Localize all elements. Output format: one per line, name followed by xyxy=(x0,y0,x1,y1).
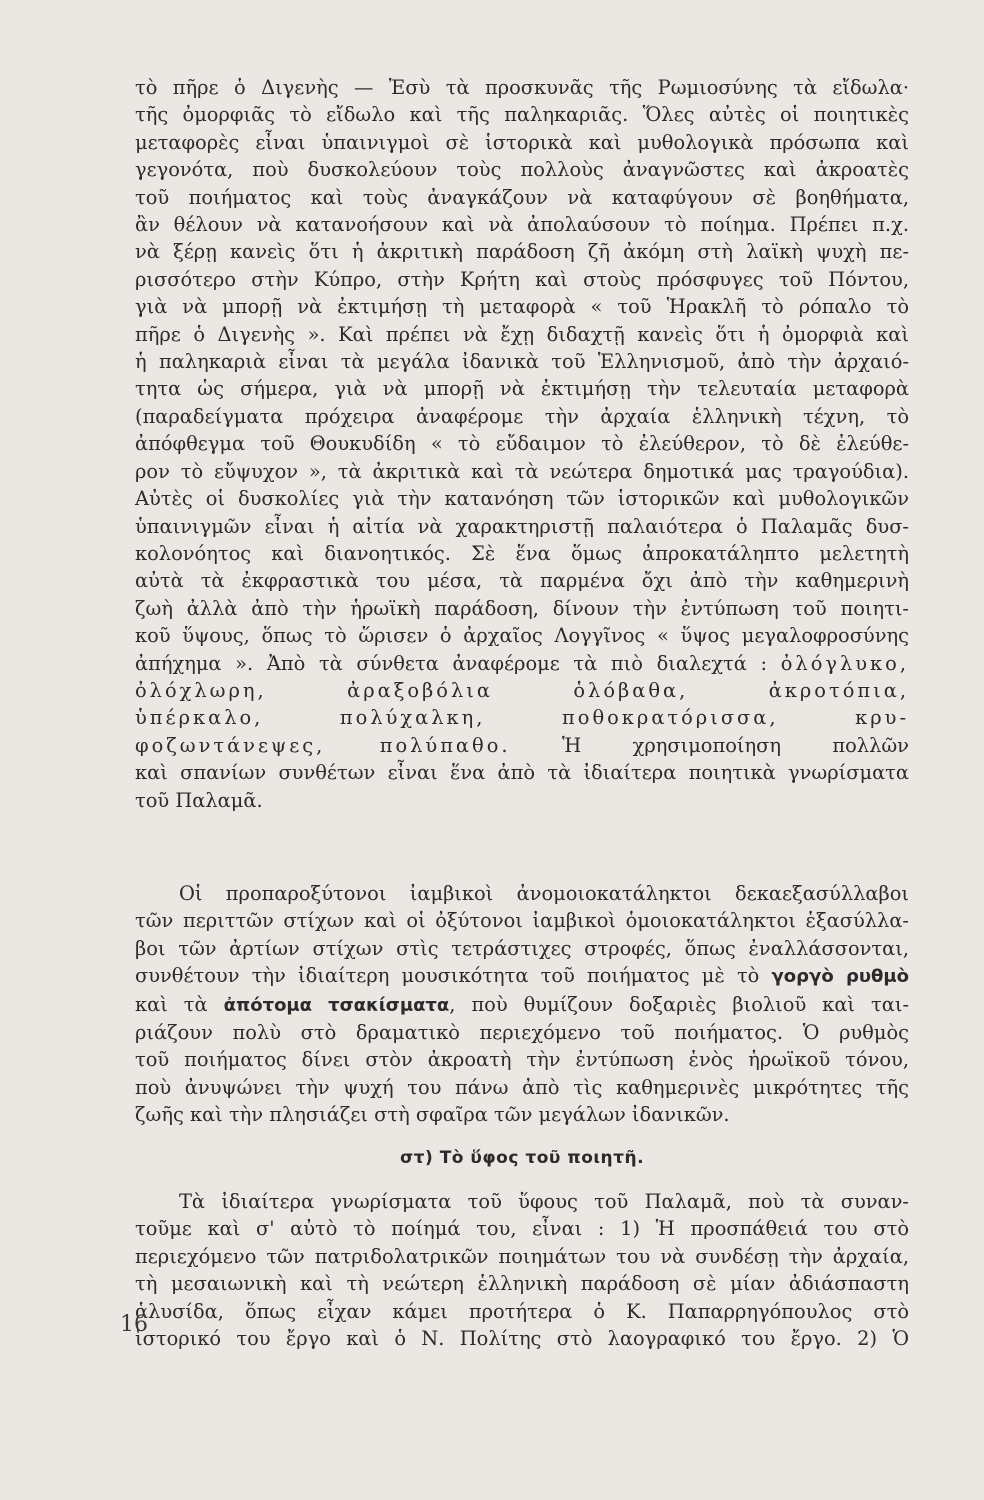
text-line: καὶ σπανίων συνθέτων εἶναι ἕνα ἀπὸ τὰ ἰδιαίτερα ποιητικὰ γνωρίσματα xyxy=(135,761,909,785)
text-line: τοῦ Παλαμᾶ. xyxy=(135,788,263,812)
text-line: περιεχόμενο τῶν πατριδολατρικῶν ποιημάτων του νὰ συνδέσῃ τὴν ἀρχαία, xyxy=(135,1244,909,1268)
text-line: τὸ πῆρε ὁ Διγενὴς — Ἐσὺ τὰ προσκυνᾶς τῆς Ρωμιοσύνης τὰ εἴδωλα· xyxy=(135,76,909,99)
text-line xyxy=(135,962,909,990)
text-line: γεγονότα, ποὺ δυσκολεύουν τοὺς πολλοὺς ἀναγνῶστες καὶ ἀκροατὲς xyxy=(135,158,909,182)
spaced-words: φοζωντάνεψες, πολύπαθο. xyxy=(135,733,511,757)
text-line xyxy=(135,991,909,1019)
text-line: ἂν θέλουν νὰ κατανοήσουν καὶ νὰ ἀπολαύσουν τὸ ποίημα. Πρέπει π.χ. xyxy=(135,213,909,237)
text-line: νὰ ξέρῃ κανεὶς ὅτι ἡ ἀκριτικὴ παράδοση ζῆ ἀκόμη στὴ λαϊκὴ ψυχὴ πε- xyxy=(135,240,909,264)
text-line: ὑπέρκαλο, πολύχαλκη, ποθοκρατόρισσα, κρυ- xyxy=(135,706,909,730)
text-line: (παραδείγματα πρόχειρα ἀναφέρομε τὴν ἀρχαία ἑλληνικὴ τέχνη, τὸ xyxy=(135,404,909,428)
text-line xyxy=(135,650,909,677)
paragraph-3 xyxy=(135,1188,909,1352)
text-line: ριάζουν πολὺ στὸ δραματικὸ περιεχόμενο τοῦ ποιήματος. Ὁ ρυθμὸς xyxy=(135,1021,909,1045)
text-line: ὀλόχλωρη, ἀραξοβόλια ὁλόβαθα, ἀκροτόπια, xyxy=(135,678,909,702)
text-line: τητα ὡς σήμερα, γιὰ νὰ μπορῇ νὰ ἐκτιμήσῃ τὴν τελευταία μεταφορὰ xyxy=(135,377,909,401)
text-line: κοῦ ὕψους, ὅπως τὸ ὥρισεν ὁ ἀρχαῖος Λογγῖνος « ὕψος μεγαλοφροσύνης xyxy=(135,624,909,648)
section-heading: στ) Τὸ ὕφος τοῦ ποιητῆ. xyxy=(399,1148,645,1168)
spaced-word: ὀλόγλυκο, xyxy=(780,651,910,675)
text-line: κολονόητος καὶ διανοητικός. Σὲ ἕνα ὅμως ἀπροκατάληπτο μελετητὴ xyxy=(135,541,909,565)
text-line: Τὰ ἰδιαίτερα γνωρίσματα τοῦ ὕφους τοῦ Παλαμᾶ, ποὺ τὰ συναν- xyxy=(179,1190,909,1213)
text-line: ρον τὸ εὔψυχον », τὰ ἀκριτικὰ καὶ τὰ νεώτερα δημοτικά μας τραγούδια). xyxy=(135,459,909,483)
text-line: Αὐτὲς οἱ δυσκολίες γιὰ τὴν κατανόηση τῶν ἱστορικῶν καὶ μυθολογικῶν xyxy=(135,487,909,511)
text-segment: , ποὺ θυμίζουν δοξαριὲς βιολιοῦ καὶ ται- xyxy=(449,992,909,1016)
text-line: τῆς ὀμορφιᾶς τὸ εἴδωλο καὶ τῆς παληκαριᾶς. Ὅλες αὐτὲς οἱ ποιητικὲς xyxy=(135,103,909,127)
text-line: αὐτὰ τὰ ἐκφραστικὰ του μέσα, τὰ παρμένα ὄχι ἀπὸ τὴν καθημερινὴ xyxy=(135,569,909,593)
text-line: τὴ μεσαιωνικὴ καὶ τὴ νεώτερη ἑλληνικὴ παράδοση σὲ μίαν ἀδιάσπαστη xyxy=(135,1272,909,1296)
text-line: τοῦ ποιήματος δίνει στὸν ἀκροατὴ τὴν ἐντύπωση ἑνὸς ἡρωϊκοῦ τόνου, xyxy=(135,1048,909,1072)
bold-phrase: ἀπότομα τσακίσματα xyxy=(223,994,450,1016)
text-segment: Ἡ χρησιμοποίηση πολλῶν xyxy=(561,733,909,757)
text-line: Οἱ προπαροξύτονοι ἰαμβικοὶ ἀνομοιοκατάληκτοι δεκαεξασύλλαβοι xyxy=(179,882,909,905)
text-line: γιὰ νὰ μπορῇ νὰ ἐκτιμήσῃ τὴ μεταφορὰ « τοῦ Ἡρακλῆ τὸ ρόπαλο τὸ xyxy=(135,295,909,319)
text-line: τοῦμε καὶ σ' αὐτὸ τὸ ποίημά του, εἶναι : 1) Ἡ προσπάθειά του στὸ xyxy=(135,1217,909,1241)
text-line: ἁλυσίδα, ὅπως εἶχαν κάμει προτήτερα ὁ Κ. Παπαρρηγόπουλος στὸ xyxy=(135,1299,909,1323)
text-line: τοῦ ποιήματος καὶ τοὺς ἀναγκάζουν νὰ καταφύγουν σὲ βοηθήματα, xyxy=(135,185,909,209)
text-segment: ἀπήχημα ». Ἀπὸ τὰ σύνθετα ἀναφέρομε τὰ πιὸ διαλεχτά : xyxy=(135,651,768,675)
bold-phrase: γοργὸ ρυθμὸ xyxy=(771,966,909,988)
text-line: ἡ παληκαριὰ εἶναι τὰ μεγάλα ἰδανικὰ τοῦ Ἑλληνισμοῦ, ἀπὸ τὴν ἀρχαιό- xyxy=(135,350,909,374)
text-line: ρισσότερο στὴν Κύπρο, στὴν Κρήτη καὶ στοὺς πρόσφυγες τοῦ Πόντου, xyxy=(135,267,909,291)
text-line: ζωὴ ἀλλὰ ἀπὸ τὴν ἡρωϊκὴ παράδοση, δίνουν τὴν ἐντύπωση τοῦ ποιητι- xyxy=(135,596,909,620)
text-line: πῆρε ὁ Διγενὴς ». Καὶ πρέπει νὰ ἔχῃ διδαχτῇ κανεὶς ὅτι ἡ ὀμορφιὰ καὶ xyxy=(135,322,909,346)
paragraph-1 xyxy=(135,74,909,814)
text-line: ποὺ ἀνυψώνει τὴν ψυχή του πάνω ἀπὸ τὶς καθημερινὲς μικρότητες τῆς xyxy=(135,1075,909,1099)
page-number: 16 xyxy=(120,1312,148,1337)
text-line: ὑπαινιγμῶν εἶναι ἡ αἰτία νὰ χαρακτηριστῇ παλαιότερα ὁ Παλαμᾶς δυσ- xyxy=(135,514,909,538)
text-line: ζωῆς καὶ τὴν πλησιάζει στὴ σφαῖρα τῶν μεγάλων ἰδανικῶν. xyxy=(135,1103,730,1127)
text-segment: συνθέτουν τὴν ἰδιαίτερη μουσικότητα τοῦ ποιήματος μὲ τὸ xyxy=(135,964,760,988)
text-segment: καὶ τὰ xyxy=(135,992,208,1016)
text-line: βοι τῶν ἀρτίων στίχων στὶς τετράστιχες στροφές, ὅπως ἐναλλάσσονται, xyxy=(135,936,909,960)
text-line xyxy=(135,732,909,759)
text-line: μεταφορὲς εἶναι ὑπαινιγμοὶ σὲ ἱστορικὰ καὶ μυθολογικὰ πρόσωπα καὶ xyxy=(135,130,909,154)
text-line: τῶν περιττῶν στίχων καὶ οἱ ὀξύτονοι ἰαμβικοὶ ὁμοιοκατάληκτοι ἑξασύλλα- xyxy=(135,909,909,933)
text-line: ἱστορικό του ἔργο καὶ ὁ Ν. Πολίτης στὸ λαογραφικό του ἔργο. 2) Ὁ xyxy=(135,1327,909,1351)
paragraph-2 xyxy=(135,880,909,1129)
text-line: ἀπόφθεγμα τοῦ Θουκυδίδη « τὸ εὔδαιμον τὸ ἐλεύθερον, τὸ δὲ ἐλεύθε- xyxy=(135,432,909,456)
